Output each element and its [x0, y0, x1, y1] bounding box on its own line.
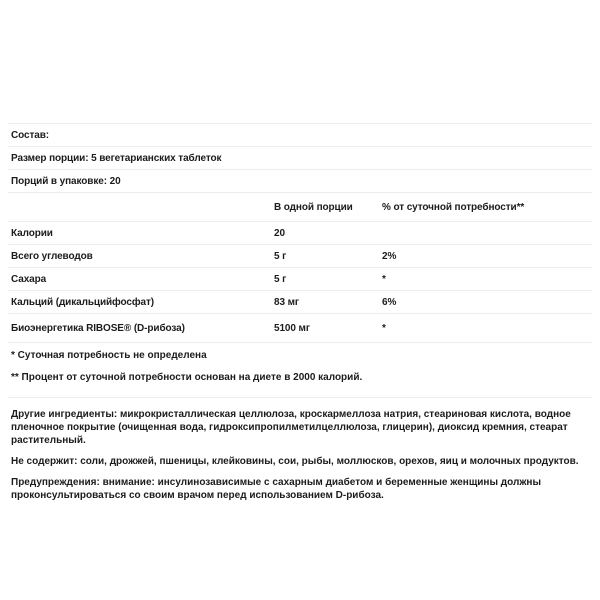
column-header-amount: В одной порции	[274, 201, 353, 213]
footnote-daily-value-undefined: * Суточная потребность не определена	[11, 350, 207, 361]
servings-per-container-row	[8, 169, 592, 192]
nutrient-daily-value: *	[382, 273, 386, 285]
nutrient-amount: 5 г	[274, 273, 287, 285]
does-not-contain: Не содержит: соли, дрожжей, пшеницы, клейковины, сои, рыбы, моллюсков, орехов, яиц и молочных продуктов.	[11, 456, 579, 467]
footnote-diet-basis: ** Процент от суточной потребности основан на диете в 2000 калорий.	[11, 372, 363, 383]
warnings: Предупреждения: внимание: инсулинозависимые с сахарным диабетом и беременные женщины должны проконсультироваться со своим врачом перед использованием D-рибоза.	[11, 477, 541, 501]
nutrient-name: Всего углеводов	[11, 250, 93, 262]
table-row	[8, 313, 592, 342]
nutrient-name: Биоэнергетика RIBOSE® (D-рибоза)	[11, 322, 185, 334]
composition-row	[8, 123, 592, 146]
table-row	[8, 221, 592, 244]
column-header-daily-value: % от суточной потребности**	[382, 201, 525, 213]
table-row	[8, 267, 592, 290]
nutrient-name: Калории	[11, 227, 53, 239]
nutrient-amount: 83 мг	[274, 296, 299, 308]
nutrient-name: Сахара	[11, 273, 47, 285]
nutrient-daily-value: 2%	[382, 250, 397, 262]
serving-size-row	[8, 146, 592, 169]
additional-info	[8, 397, 592, 502]
nutrient-daily-value: *	[382, 322, 386, 334]
table-row	[8, 244, 592, 267]
other-ingredients: Другие ингредиенты: микрокристаллическая целлюлоза, кроскармеллоза натрия, стеариновая кислота, водное пленочное покрытие (очищенная вода, гидроксипропилметилцеллюлоза, глицерин), диоксид кремния, стеарат растительный.	[11, 409, 571, 446]
nutrient-amount: 5 г	[274, 250, 287, 262]
table-header	[8, 192, 592, 221]
servings-per-container-label: Порций в упаковке: 20	[11, 175, 121, 187]
footnotes	[8, 342, 592, 397]
composition-label: Состав:	[11, 129, 49, 141]
nutrient-amount: 20	[274, 227, 285, 239]
serving-size-label: Размер порции: 5 вегетарианских таблеток	[11, 152, 222, 164]
supplement-facts	[8, 123, 592, 510]
nutrient-name: Кальций (дикальцийфосфат)	[11, 296, 155, 308]
nutrient-daily-value: 6%	[382, 296, 397, 308]
nutrient-amount: 5100 мг	[274, 322, 310, 334]
table-row	[8, 290, 592, 313]
